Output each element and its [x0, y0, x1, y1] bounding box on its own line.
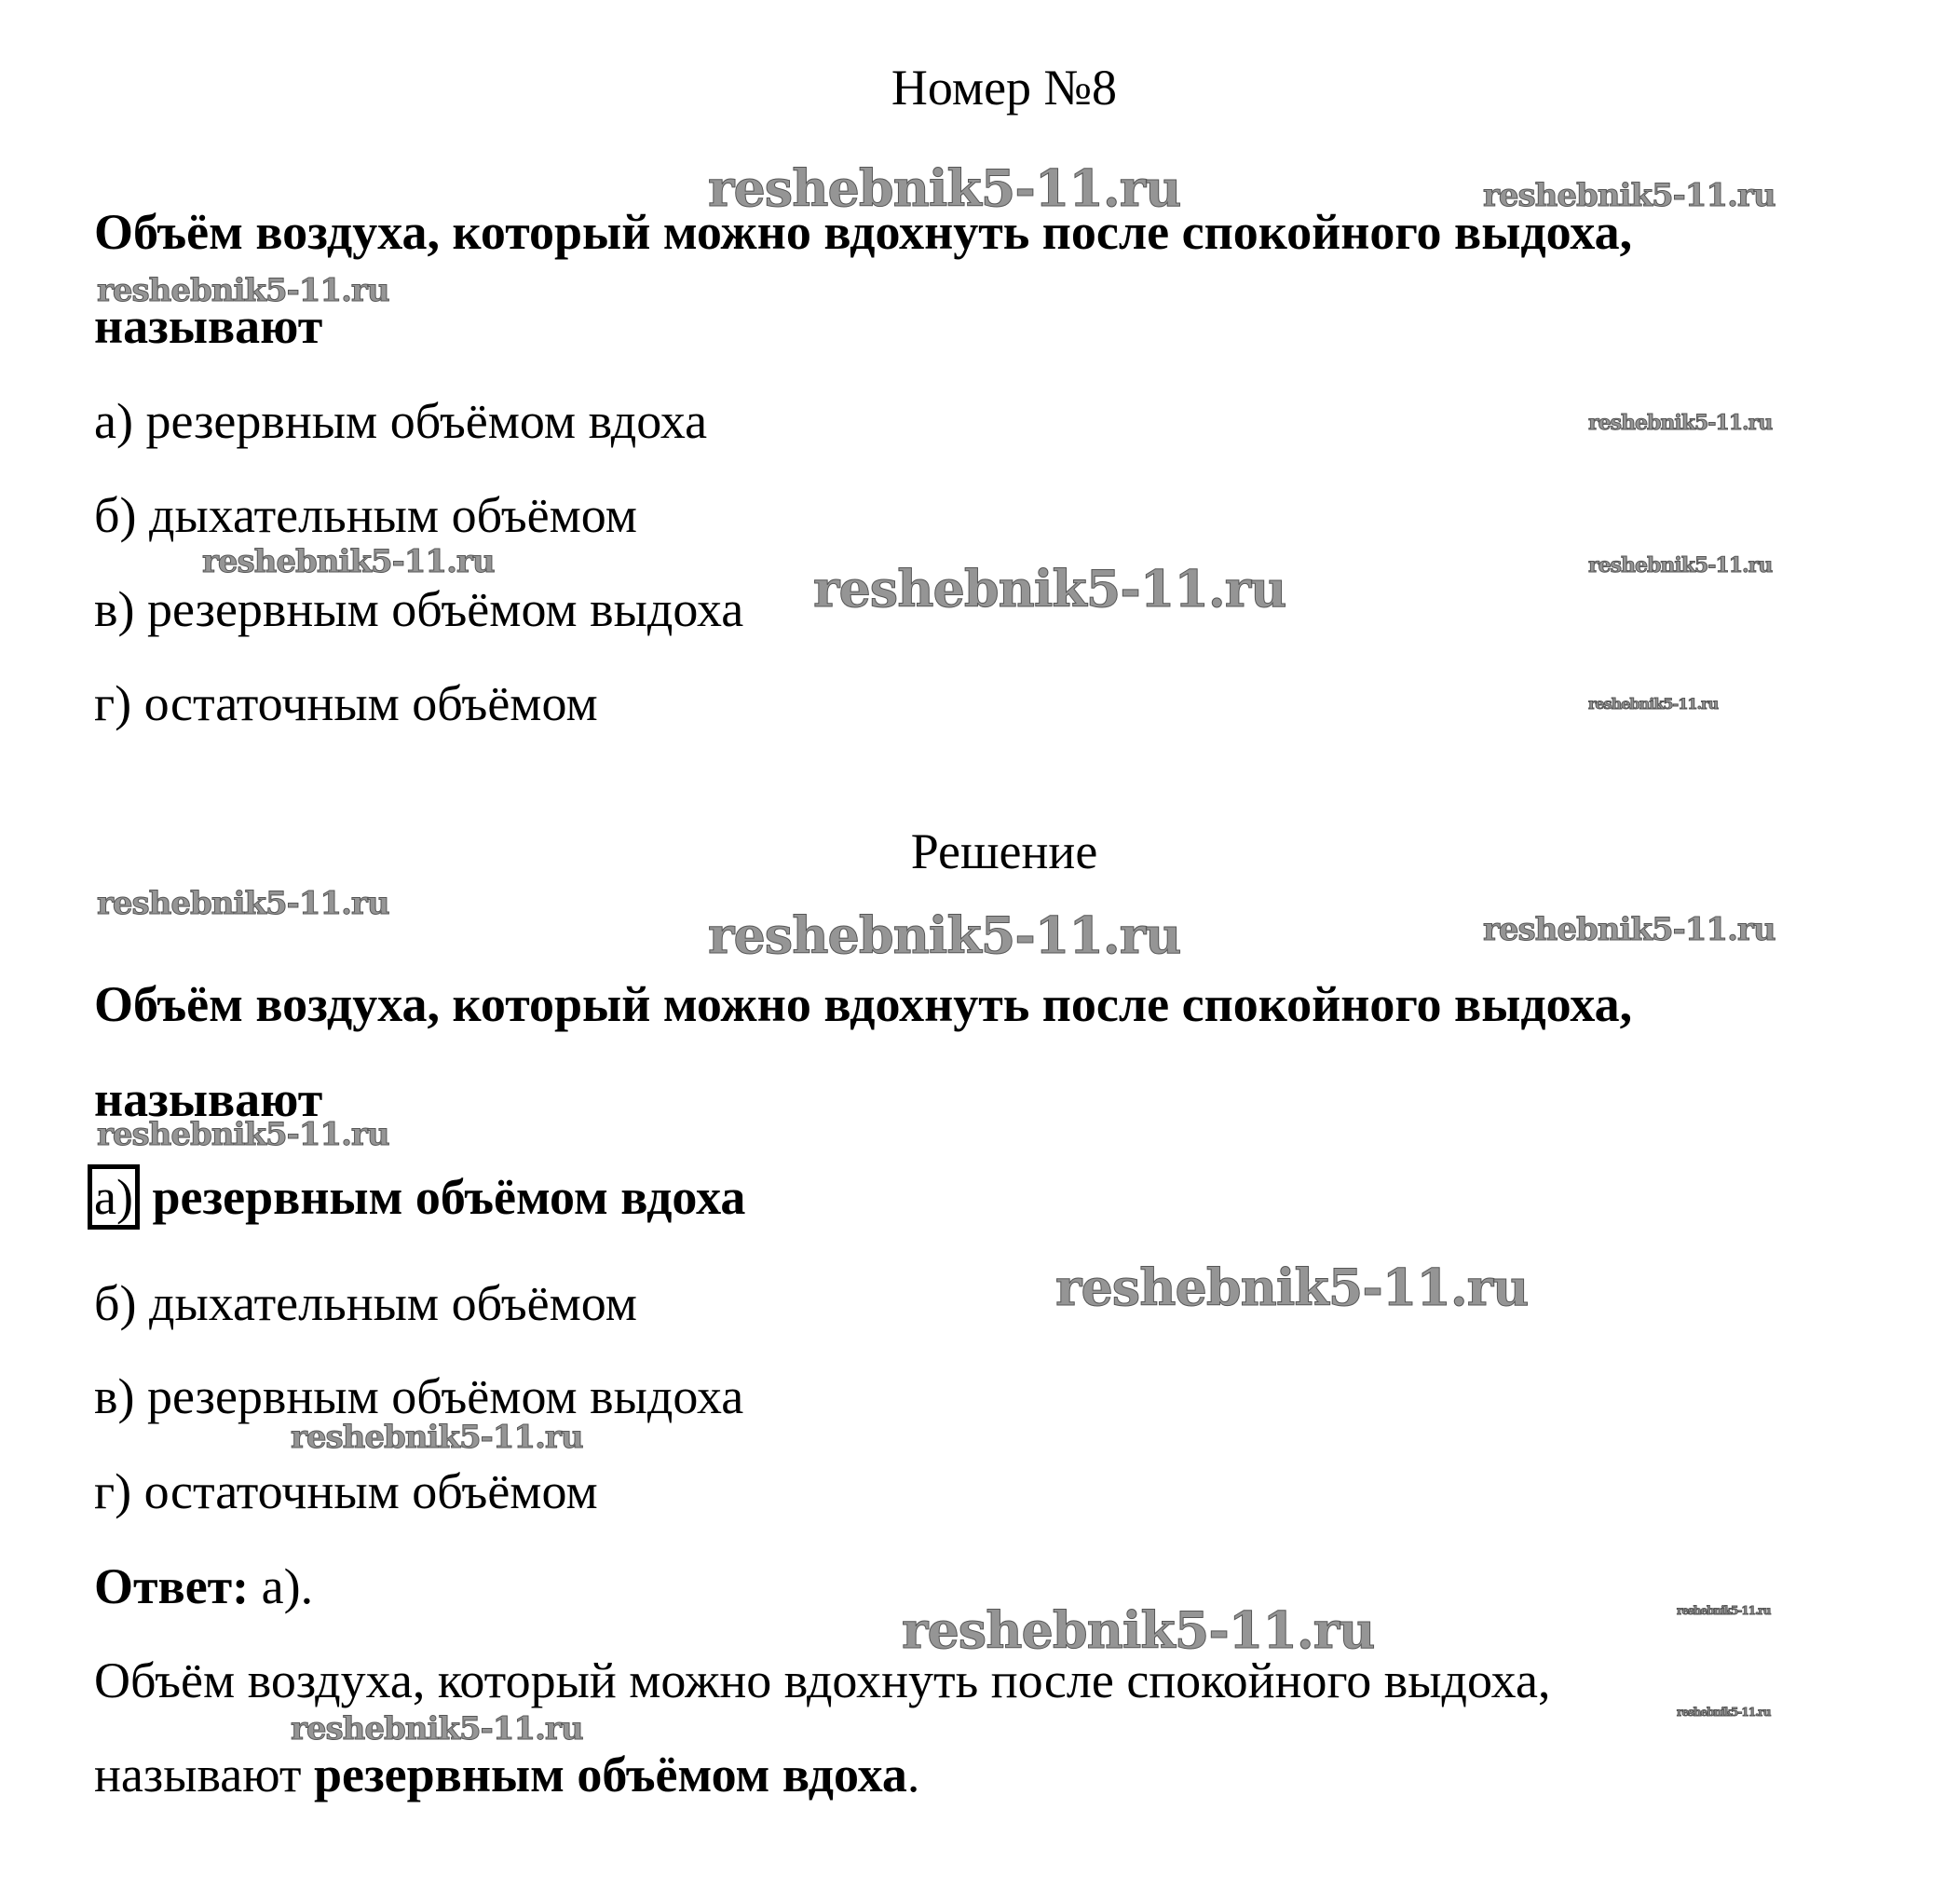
watermark: reshebnik5-11.ru	[97, 1116, 389, 1153]
correct-answer-box: а)	[88, 1164, 140, 1230]
explanation-line-1: Объём воздуха, который можно вдохнуть после спокойного выдоха,	[94, 1652, 1551, 1708]
watermark: reshebnik5-11.ru	[97, 272, 389, 309]
question-line-1: Объём воздуха, который можно вдохнуть после спокойного выдоха,	[94, 204, 1633, 260]
watermark: reshebnik5-11.ru	[202, 543, 495, 580]
question-line-2: называют	[94, 298, 323, 354]
watermark: reshebnik5-11.ru	[1483, 911, 1775, 948]
watermark: reshebnik5-11.ru	[1055, 1258, 1529, 1317]
watermark: reshebnik5-11.ru	[97, 885, 389, 922]
watermark: reshebnik5-11.ru	[813, 559, 1286, 619]
watermark: reshebnik5-11.ru	[708, 158, 1181, 218]
watermark: reshebnik5-11.ru	[708, 905, 1181, 965]
watermark: reshebnik5-11.ru	[1677, 1604, 1771, 1617]
explanation-line-2: называют резервным объёмом вдоха.	[94, 1747, 920, 1802]
solution-option-a-correct: а) резервным объёмом вдоха	[94, 1169, 745, 1225]
watermark: reshebnik5-11.ru	[291, 1710, 583, 1748]
watermark: reshebnik5-11.ru	[291, 1419, 583, 1456]
answer-label: Ответ:	[94, 1558, 250, 1614]
option-b: б) дыхательным объёмом	[94, 487, 637, 543]
option-a: а) резервным объёмом вдоха	[94, 393, 708, 449]
answer-line	[94, 1558, 313, 1614]
problem-title: Номер №8	[891, 60, 1118, 116]
watermark: reshebnik5-11.ru	[1677, 1706, 1771, 1719]
solution-heading: Решение	[910, 823, 1098, 879]
solution-option-b: б) дыхательным объёмом	[94, 1275, 637, 1331]
option-d: г) остаточным объёмом	[94, 675, 598, 731]
solution-option-d: г) остаточным объёмом	[94, 1463, 598, 1519]
watermark: reshebnik5-11.ru	[1588, 695, 1719, 713]
option-c: в) резервным объёмом выдоха	[94, 581, 744, 637]
solution-option-c: в) резервным объёмом выдоха	[94, 1368, 744, 1424]
solution-question-line-1: Объём воздуха, который можно вдохнуть после спокойного выдоха,	[94, 976, 1633, 1032]
watermark: reshebnik5-11.ru	[1588, 553, 1773, 578]
watermark: reshebnik5-11.ru	[1588, 411, 1773, 435]
solution-question-line-2: называют	[94, 1071, 323, 1127]
watermark: reshebnik5-11.ru	[1483, 177, 1775, 214]
watermark: reshebnik5-11.ru	[902, 1600, 1375, 1660]
answer-value: а).	[261, 1558, 314, 1614]
